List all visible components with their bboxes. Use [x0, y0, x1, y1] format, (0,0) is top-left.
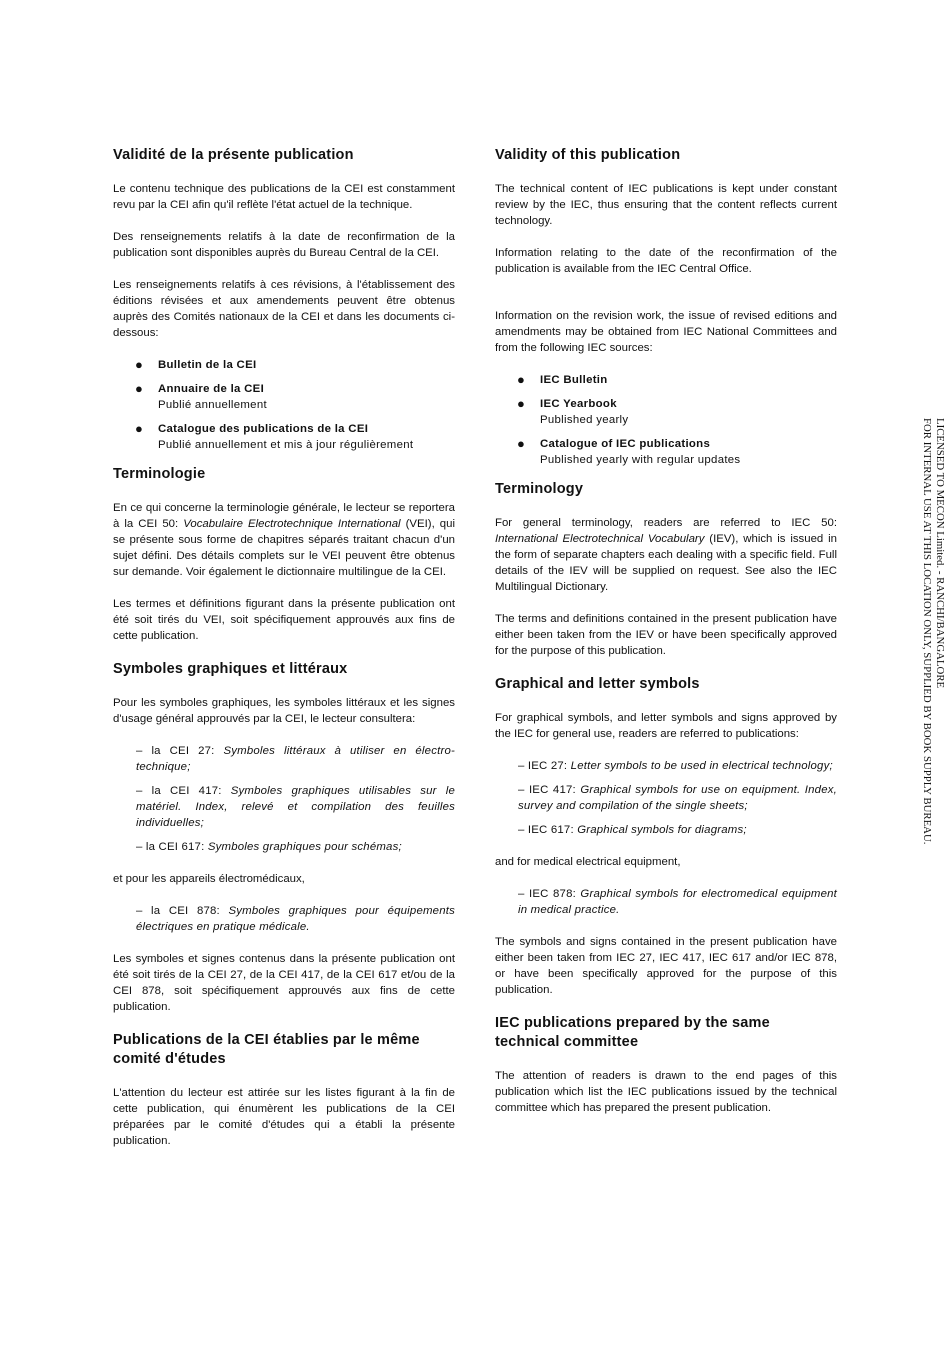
section-title-symbols-en: Graphical and letter symbols — [495, 676, 700, 692]
medical-standard-list-en — [495, 886, 837, 918]
paragraph: For graphical symbols, and letter symbols and signs approved by the IEC for general use, readers are referred to publications: — [495, 712, 837, 740]
medical-standard-list-fr — [113, 903, 455, 935]
list-item: ● IEC Yearbook Published yearly — [517, 396, 629, 426]
english-column — [495, 146, 837, 1132]
bullet-icon: ● — [135, 357, 144, 372]
bullet-icon: ● — [135, 381, 144, 396]
paragraph: et pour les appareils électromédicaux, — [113, 873, 305, 885]
paragraph: and for medical electrical equipment, — [495, 856, 681, 868]
list-item: ● IEC Bulletin — [517, 372, 608, 387]
paragraph: Les symboles et signes contenus dans la présente publication ont été soit tirés de la CEI 27, de la CEI 417, de la CEI 617 et/ou de la CEI 878, soit spécifiquement approuvés aux fins de cette publication. — [113, 953, 455, 1013]
section-title-validity-en: Validity of this publication — [495, 147, 681, 163]
paragraph: The terms and definitions contained in the present publication have either been taken from the IEV or have been specifically approved for the purpose of this publication. — [495, 613, 837, 657]
list-item: – IEC 417: Graphical symbols for use on equipment. Index, survey and compilation of the single sheets; — [518, 784, 837, 812]
section-title-terminology-en: Terminology — [495, 481, 584, 497]
bullet-icon: ● — [135, 421, 144, 436]
list-item: ● Bulletin de la CEI — [135, 357, 257, 372]
symbol-standards-list-fr — [113, 743, 455, 855]
license-notice — [918, 418, 948, 938]
paragraph: The technical content of IEC publications is kept under constant review by the IEC, thus ensuring that the content reflects current technology. — [495, 183, 837, 227]
paragraph: L'attention du lecteur est attirée sur les listes figurant à la fin de cette publication, qui énumèrent les publications de la CEI préparées par le comité d'études qui a établi la présente publication. — [113, 1087, 455, 1147]
paragraph: Des renseignements relatifs à la date de reconfirmation de la publication sont disponibles auprès du Bureau Central de la CEI. — [113, 231, 455, 259]
list-item: ● Annuaire de la CEI Publié annuellement — [135, 381, 267, 411]
list-item: ● Catalogue des publications de la CEI Publié annuellement et mis à jour régulièrement — [135, 421, 414, 451]
paragraph: For general terminology, readers are referred to IEC 50: International Electrotechnical Vocabulary (IEV), which is issued in the form of separate chapters each dealing with a specific field. Full details of the IEV will be supplied on request. See also the IEC Multilingual Dictionary. — [495, 517, 837, 593]
paragraph: En ce qui concerne la terminologie générale, le lecteur se reportera à la CEI 50: Vocabulaire Electrotechnique International (VEI), qui se présente sous forme de chapitres séparés traitant chacun d'un sujet défini. Des détails complets sur le VEI peuvent être obtenus sur demande. Voir également le dictionnaire multilingue de la CEI. — [113, 502, 455, 578]
section-title-publications-en: IEC publications prepared by the same technical committee — [495, 1015, 770, 1050]
bullet-icon: ● — [517, 436, 526, 451]
bullet-icon: ● — [517, 396, 526, 411]
sources-list-fr — [113, 357, 455, 453]
paragraph: Information relating to the date of the reconfirmation of the publication is available from the IEC Central Office. — [495, 247, 837, 275]
section-title-validity-fr: Validité de la présente publication — [113, 147, 354, 163]
license-line-2: FOR INTERNAL USE AT THIS LOCATION ONLY, SUPPLIED BY BOOK SUPPLY BUREAU. — [921, 418, 934, 845]
list-item: – la CEI 27: Symboles littéraux à utiliser en électro-technique; — [136, 745, 455, 773]
paragraph: Les renseignements relatifs à ces révisions, à l'établissement des éditions révisées et aux amendements peuvent être obtenus auprès des Comités nationaux de la CEI et dans les documents ci-dessous: — [113, 279, 455, 339]
list-item: – la CEI 417: Symboles graphiques utilisables sur le matériel. Index, relevé et compilation des feuilles individuelles; — [136, 785, 455, 829]
paragraph: The symbols and signs contained in the present publication have either been taken from IEC 27, IEC 417, IEC 617 and/or IEC 878, or have been specifically approved for the purpose of this publication. — [495, 936, 837, 996]
list-item: – la CEI 617: Symboles graphiques pour schémas; — [136, 841, 402, 853]
paragraph: The attention of readers is drawn to the end pages of this publication which list the IEC publications issued by the technical committee which has prepared the present publication. — [495, 1070, 837, 1114]
license-line-1: LICENSED TO MECON Limited. - RANCHI/BANGALORE — [934, 418, 946, 689]
bullet-icon: ● — [517, 372, 526, 387]
sources-list-en — [495, 372, 837, 468]
list-item: – IEC 617: Graphical symbols for diagrams; — [518, 824, 747, 836]
list-item: – IEC 27: Letter symbols to be used in electrical technology; — [518, 760, 833, 772]
list-item: ● Catalogue of IEC publications Published yearly with regular updates — [517, 436, 741, 466]
paragraph: Les termes et définitions figurant dans la présente publication ont été soit tirés du VEI, soit spécifiquement approuvés aux fins de cette publication. — [113, 598, 455, 642]
paragraph: Information on the revision work, the issue of revised editions and amendments may be obtained from IEC National Committees and from the following IEC sources: — [495, 310, 837, 354]
paragraph: Le contenu technique des publications de la CEI est constamment revu par la CEI afin qu'il reflète l'état actuel de la technique. — [113, 183, 455, 211]
section-title-terminology-fr: Terminologie — [113, 466, 206, 482]
list-item: – IEC 878: Graphical symbols for electromedical equipment in medical practice. — [518, 888, 837, 916]
list-item: – la CEI 878: Symboles graphiques pour équipements électriques en pratique médicale. — [136, 905, 455, 933]
paragraph: Pour les symboles graphiques, les symboles littéraux et les signes d'usage général approuvés par la CEI, le lecteur consultera: — [113, 697, 455, 725]
symbol-standards-list-en — [495, 758, 837, 838]
section-title-publications-fr: Publications de la CEI établies par le même comité d'études — [113, 1032, 420, 1067]
french-column — [113, 146, 455, 1165]
section-title-symbols-fr: Symboles graphiques et littéraux — [113, 661, 348, 677]
